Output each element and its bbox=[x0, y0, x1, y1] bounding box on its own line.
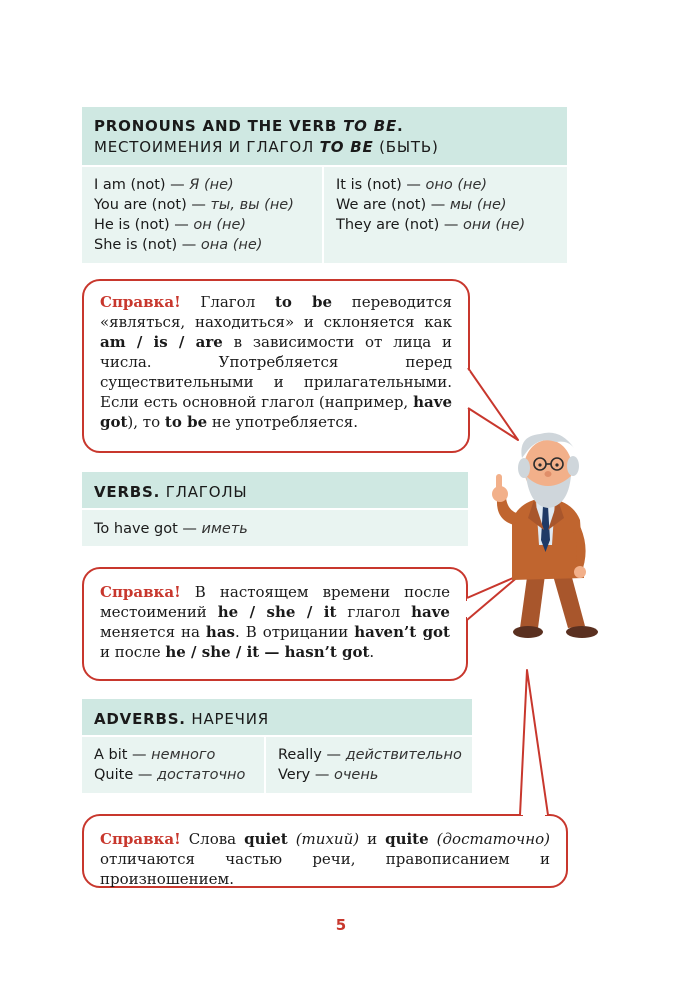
verb-row: To have got — иметь bbox=[94, 521, 248, 537]
professor-icon bbox=[492, 433, 598, 638]
pronoun-row: You are (not) — ты, вы (не) bbox=[94, 197, 294, 213]
pronouns-title-en: PRONOUNS AND THE VERB TO BE. bbox=[94, 117, 404, 135]
bubble-tail bbox=[467, 575, 520, 620]
pronoun-row: She is (not) — она (не) bbox=[94, 237, 263, 253]
adverb-row: A bit — немного bbox=[94, 747, 216, 763]
pronoun-row: We are (not) — мы (не) bbox=[336, 197, 507, 213]
adverb-row: Really — действительно bbox=[278, 747, 462, 763]
adverb-row: Quite — достаточно bbox=[94, 767, 246, 783]
note-label: Справка! bbox=[100, 293, 181, 311]
bubble-tail bbox=[520, 670, 548, 815]
pronoun-row: They are (not) — они (не) bbox=[336, 217, 526, 233]
note-label: Справка! bbox=[100, 830, 181, 848]
pronouns-title-ru: МЕСТОИМЕНИЯ И ГЛАГОЛ TO BE (БЫТЬ) bbox=[94, 138, 439, 156]
pronoun-row: I am (not) — Я (не) bbox=[94, 177, 234, 193]
page-number: 5 bbox=[335, 916, 347, 934]
adverbs-title: ADVERBS. НАРЕЧИЯ bbox=[94, 710, 269, 728]
pronoun-row: He is (not) — он (не) bbox=[94, 217, 247, 233]
verbs-title: VERBS. ГЛАГОЛЫ bbox=[94, 483, 248, 501]
adverb-row: Very — очень bbox=[278, 767, 379, 783]
note-to-be: Справка! Глагол to be переводится «являться, находиться» и склоняется как am / is / are в зависимости от лица и числа. Употребляется перед существительными и прилагательными. Если есть основной глагол (например, have got), то to be не употребляется. bbox=[82, 279, 470, 453]
note-quiet-quite: Справка! Слова quiet (тихий) и quite (достаточно) отличаются частью речи, правописанием и произношением. bbox=[82, 814, 568, 888]
note-have-got: Справка! В настоящем времени после местоимений he / she / it глагол have меняется на has. В отрицании haven’t got и после he / she / it — hasn’t got. bbox=[82, 567, 468, 681]
note-label: Справка! bbox=[100, 583, 181, 601]
bubble-tail bbox=[468, 368, 518, 440]
pronoun-row: It is (not) — оно (не) bbox=[336, 177, 488, 193]
